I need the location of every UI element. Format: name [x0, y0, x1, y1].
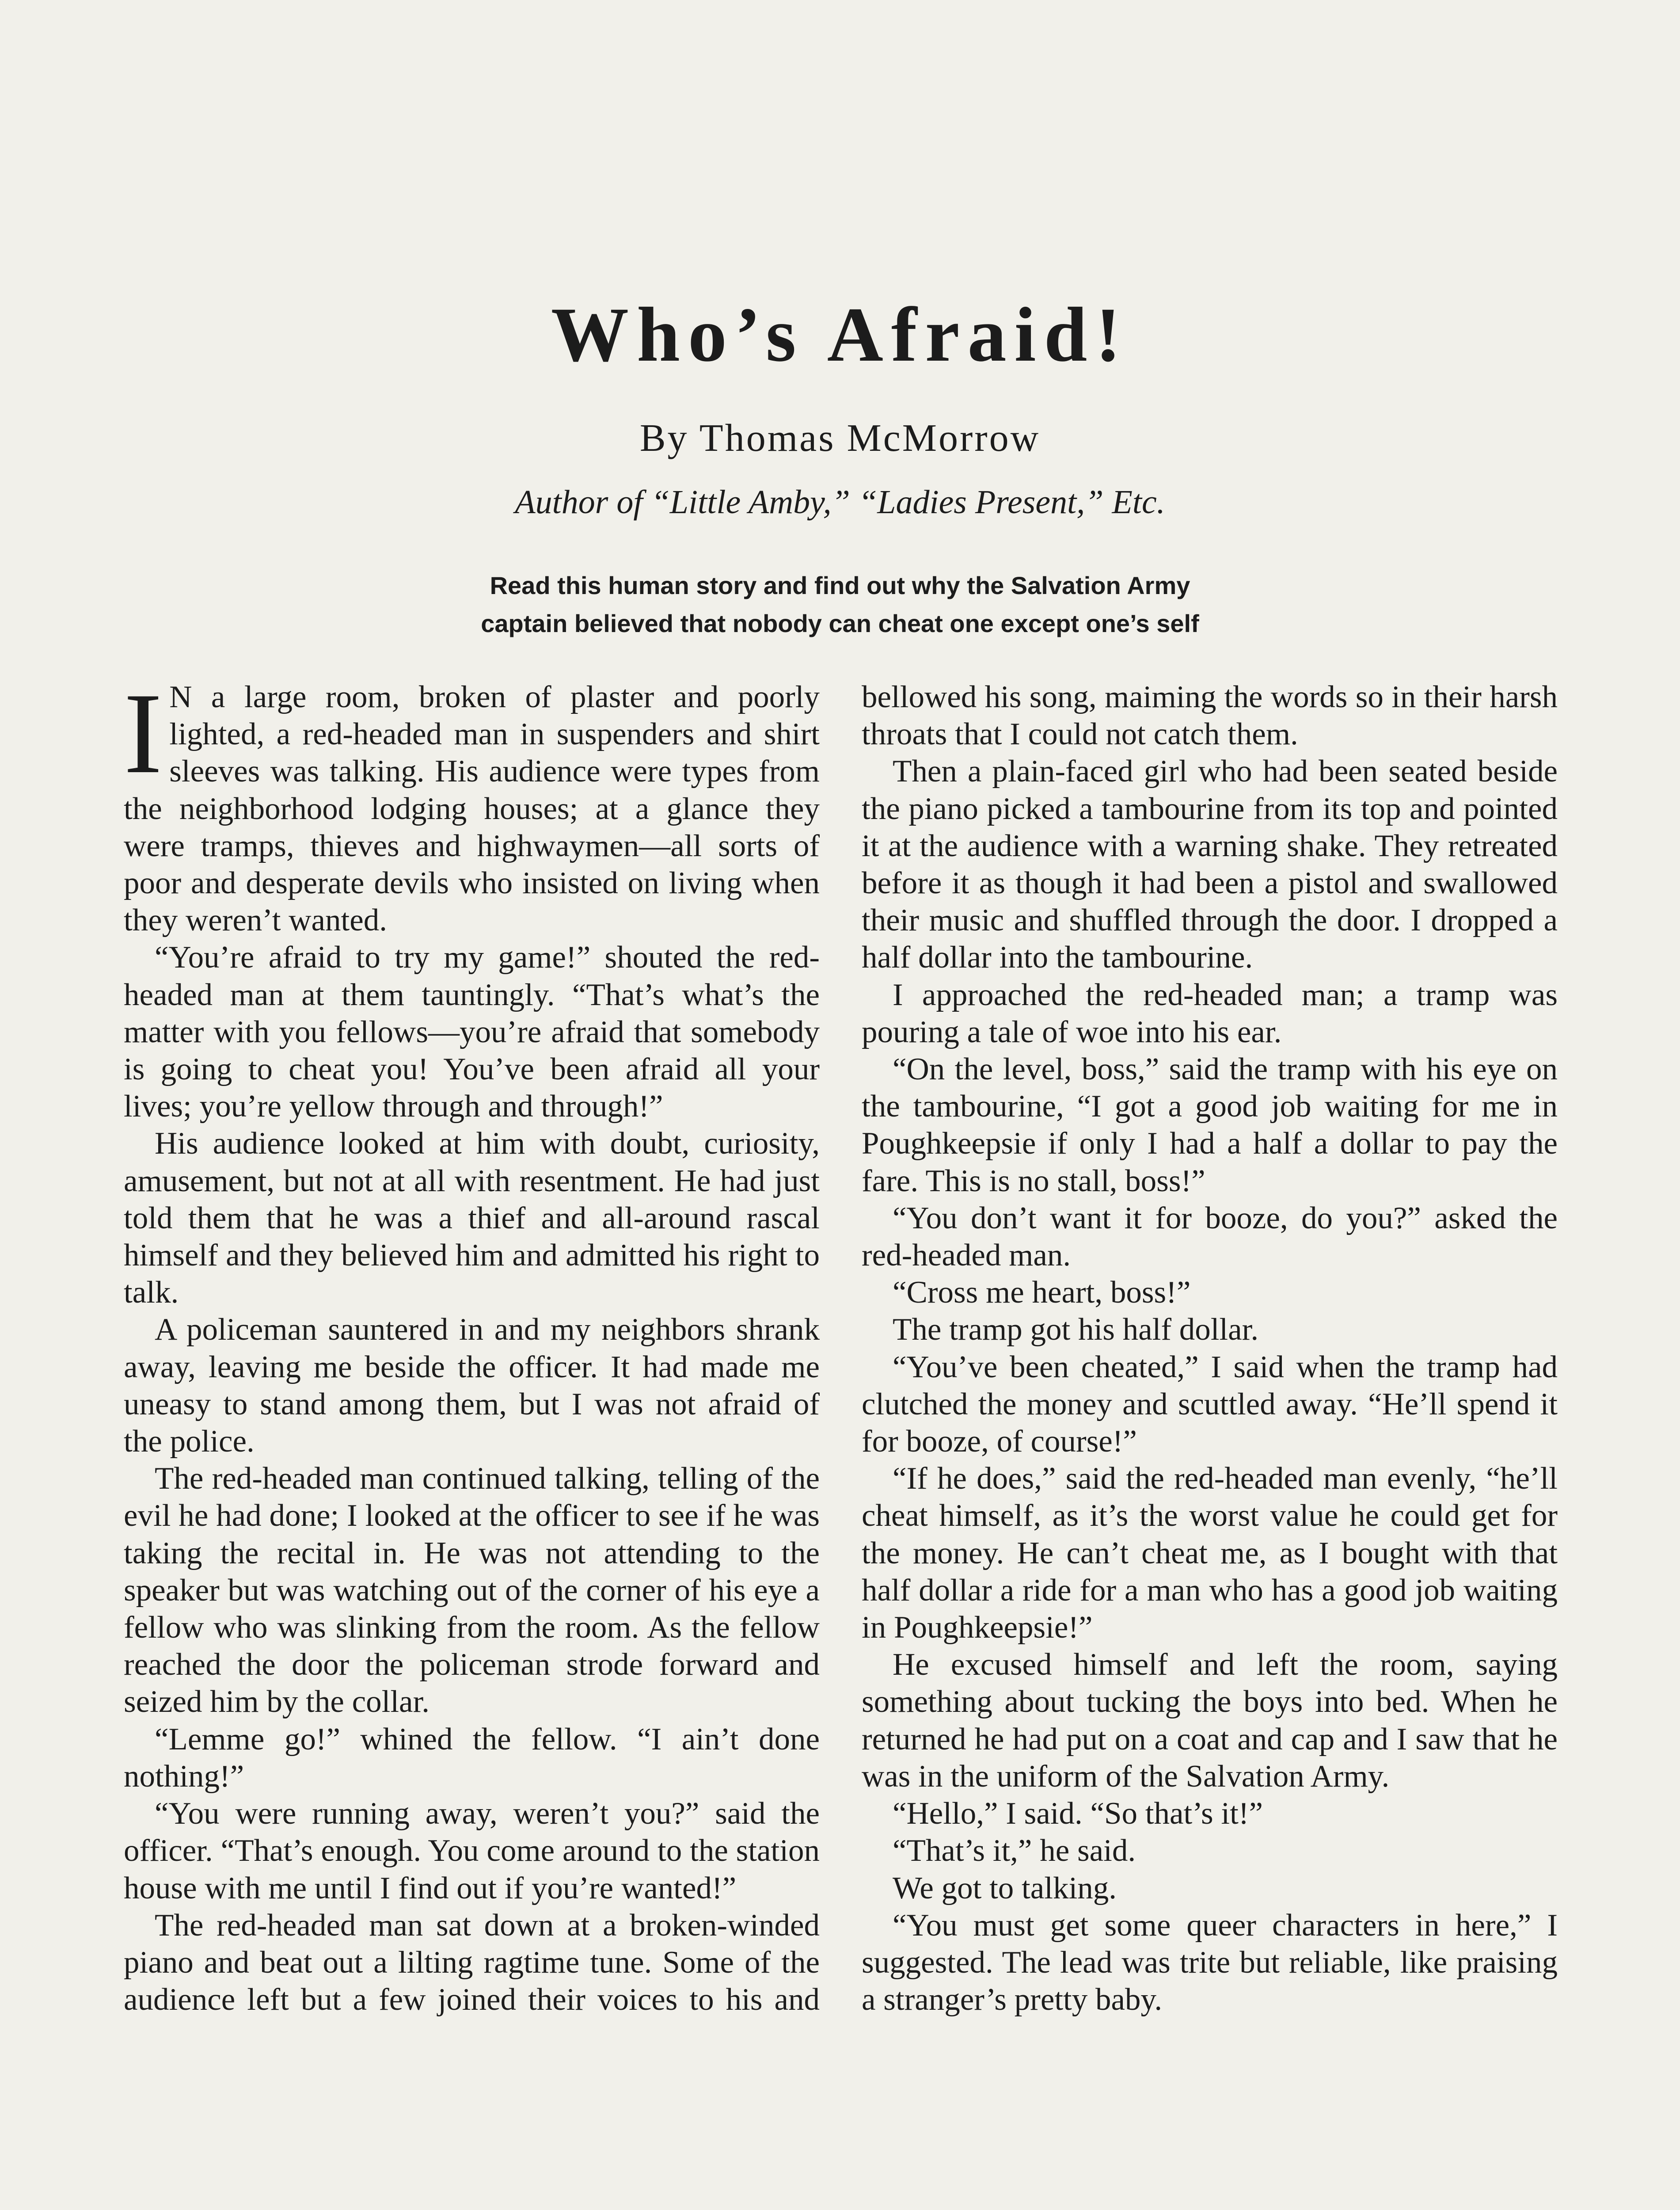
paragraph: “You’re afraid to try my game!” shouted the red-headed man at them tauntingly. “That’s what’s the matter with you fellows—you’re afraid that somebody is going to cheat you! You’ve been afraid all your lives; you’re yellow through and through!”	[124, 940, 820, 1124]
paragraph: “That’s it,” he said.	[893, 1833, 1136, 1868]
paragraph: The red-headed man sat down at a broken-winded piano and beat out a lilting ragtime tune. Some of the audience left but a few joined their voices to his and	[124, 1908, 820, 2017]
deck-line-2: captain believed that nobody can cheat one except one’s self	[481, 610, 1199, 637]
paragraph: A policeman sauntered in and my neighbors shrank away, leaving me beside the officer. It had made me uneasy to stand among them, but I was not afraid of the police.	[124, 1312, 820, 1459]
paragraph: He excused himself and left the room, saying something about tucking the boys into bed. When he returned he had put on a coat and cap and I saw that he was in the uniform of the Salvation Army.	[862, 1647, 1558, 1794]
paragraph: “On the level, boss,” said the tramp with his eye on the tambourine, “I got a good job waiting for me in Poughkeepsie if only I had a half a dollar to pay the fare. This is no stall, boss!”	[862, 1052, 1558, 1198]
paragraph: “Lemme go!” whined the fellow. “I ain’t done nothing!”	[124, 1722, 820, 1794]
paragraph: “If he does,” said the red-headed man evenly, “he’ll cheat himself, as it’s the worst value he could get for the money. He can’t cheat me, as I bought with that half dollar a ride for a man who has a good job waiting in Poughkeepsie!”	[862, 1461, 1558, 1645]
deck-line-1: Read this human story and find out why the Salvation Army	[490, 572, 1190, 599]
paragraph: His audience looked at him with doubt, curiosity, amusement, but not at all with resentment. He had just told them that he was a thief and all-around rascal himself and they believed him and admitted his right to talk.	[124, 1126, 820, 1310]
article-deck	[0, 567, 1680, 643]
opening-paragraph-text: N a large room, broken of plaster and poorly lighted, a red-headed man in suspenders and shirt sleeves was talking. His audience were types from the neighborhood lodging houses; at a glance they were tramps, thieves and highwaymen—all sorts of poor and desperate devils who insisted on living when they weren’t wanted.	[124, 680, 820, 938]
article-title: Who’s Afraid!	[551, 292, 1129, 378]
paragraph: “You don’t want it for booze, do you?” asked the red-headed man.	[862, 1200, 1558, 1273]
opening-paragraph	[124, 669, 820, 939]
paragraph: “You’ve been cheated,” I said when the tramp had clutched the money and scuttled away. “He’ll spend it for booze, of course!”	[862, 1349, 1558, 1459]
paragraph: “You must get some queer characters in here,” I suggested. The lead was trite but reliable, like praising a stranger’s pretty baby.	[862, 1908, 1558, 2017]
left-column	[124, 669, 820, 2018]
paragraph: Then a plain-faced girl who had been seated beside the piano picked a tambourine from its top and pointed it at the audience with a warning shake. They retreated before it as though it had been a pistol and swallowed their music and shuffled through the door. I dropped a half dollar into the tambourine.	[862, 754, 1558, 975]
paragraph: “You were running away, weren’t you?” said the officer. “That’s enough. You come around to the station house with me until I find out if you’re wanted!”	[124, 1796, 820, 1905]
paragraph: We got to talking.	[893, 1871, 1117, 1905]
paragraph: I approached the red-headed man; a tramp was pouring a tale of woe into his ear.	[862, 977, 1558, 1049]
drop-cap: I	[124, 669, 163, 797]
paragraph: The red-headed man continued talking, telling of the evil he had done; I looked at the officer to see if he was taking the recital in. He was not attending to the speaker but was watching out of the corner of his eye a fellow who was slinking from the room. As the fellow reached the door the policeman strode forward and seized him by the collar.	[124, 1461, 820, 1719]
right-column	[862, 678, 1558, 2018]
paragraph: “Hello,” I said. “So that’s it!”	[893, 1796, 1263, 1831]
article-byline: By Thomas McMorrow	[639, 417, 1041, 460]
paragraph: “Cross me heart, boss!”	[893, 1275, 1191, 1310]
continued-paragraph: bellowed his song, maiming the words so in their harsh throats that I could not catch them.	[862, 680, 1558, 752]
author-credits: Author of “Little Amby,” “Ladies Present,” Etc.	[515, 484, 1165, 521]
paragraph: The tramp got his half dollar.	[893, 1312, 1259, 1347]
